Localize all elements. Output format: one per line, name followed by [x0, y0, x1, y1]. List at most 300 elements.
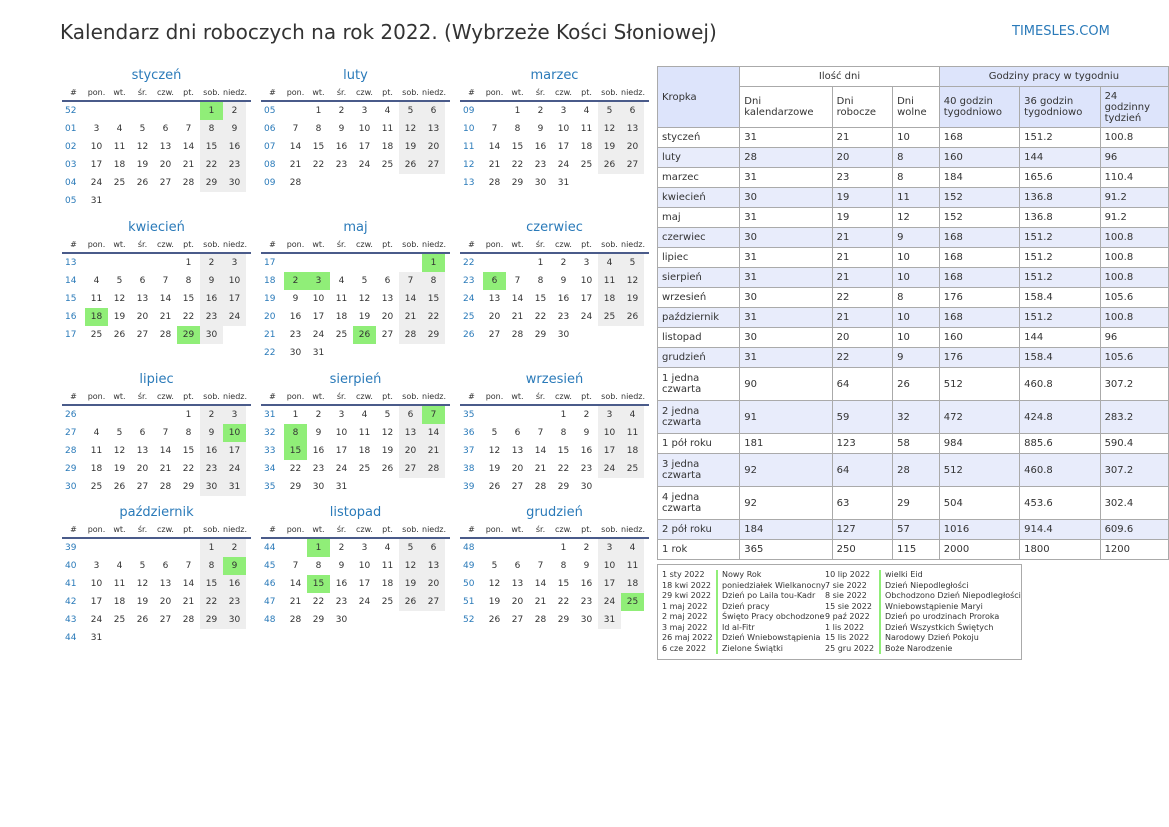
day-cell: 26 — [136, 615, 149, 625]
day-cell: 20 — [159, 597, 172, 607]
day-cell: 1 — [315, 106, 322, 116]
summary-value: 21 — [832, 308, 892, 328]
day-cell: 27 — [488, 330, 501, 340]
day-cell: 19 — [621, 290, 644, 308]
week-number: 47 — [264, 597, 276, 607]
day-cell: 26 — [488, 615, 501, 625]
summary-value: 31 — [740, 208, 832, 228]
day-cell: 20 — [399, 442, 422, 460]
summary-row — [658, 520, 1169, 540]
day-cell — [154, 406, 177, 424]
day-cell: 18 — [85, 308, 108, 326]
day-cell: 1 — [537, 258, 544, 268]
week-number: 30 — [65, 482, 77, 492]
days-group-header: Ilość dni — [740, 67, 939, 87]
weekday-label: # — [468, 88, 475, 97]
day-cell: 5 — [621, 254, 644, 272]
summary-value: 181 — [740, 434, 832, 454]
day-cell: 10 — [580, 276, 593, 286]
month-title: styczeń — [131, 68, 182, 83]
day-cell — [177, 102, 200, 120]
day-cell: 9 — [200, 272, 223, 290]
day-cell: 1 — [560, 543, 567, 553]
weekday-label: pt. — [183, 88, 194, 97]
weekday-label: # — [269, 392, 276, 401]
day-cell: 4 — [621, 406, 644, 424]
day-cell: 20 — [422, 575, 445, 593]
weekday-label: śr. — [137, 525, 148, 534]
day-cell: 23 — [534, 160, 547, 170]
day-cell: 15 — [307, 575, 330, 593]
week-number: 42 — [65, 597, 77, 607]
day-cell: 5 — [399, 102, 422, 120]
summary-value: 504 — [939, 487, 1019, 520]
day-cell: 26 — [113, 330, 126, 340]
weekday-label: wt. — [511, 392, 524, 401]
summary-value: 365 — [740, 540, 832, 560]
day-cell — [85, 102, 108, 120]
week-row — [261, 272, 450, 290]
week-row — [460, 290, 649, 308]
day-cell — [200, 192, 223, 210]
weekday-label: pt. — [183, 240, 194, 249]
day-cell — [108, 629, 131, 647]
day-cell: 5 — [139, 561, 146, 571]
weekday-label: niedz. — [223, 88, 248, 97]
day-cell: 13 — [159, 142, 172, 152]
summary-value: 57 — [893, 520, 940, 540]
day-cell: 19 — [381, 446, 394, 456]
day-cell: 5 — [384, 410, 391, 420]
weekday-label: pt. — [581, 392, 592, 401]
summary-value: 22 — [832, 288, 892, 308]
day-cell: 6 — [621, 102, 644, 120]
day-cell: 21 — [159, 464, 172, 474]
day-cell: 17 — [90, 597, 103, 607]
weekday-label: # — [70, 240, 77, 249]
day-cell: 6 — [139, 276, 146, 286]
summary-row — [658, 540, 1169, 560]
day-cell: 11 — [358, 428, 371, 438]
day-cell: 9 — [583, 561, 590, 571]
month-row — [62, 503, 659, 647]
day-cell: 26 — [136, 178, 149, 188]
summary-row — [658, 348, 1169, 368]
week-row — [261, 344, 450, 362]
day-cell: 11 — [381, 561, 394, 571]
day-cell: 31 — [557, 178, 570, 188]
sub-header: Dni robocze — [832, 87, 892, 128]
summary-value: 20 — [832, 148, 892, 168]
summary-row — [658, 148, 1169, 168]
day-cell: 19 — [488, 464, 501, 474]
summary-row — [658, 188, 1169, 208]
summary-row — [658, 128, 1169, 148]
day-cell: 10 — [557, 124, 570, 134]
day-cell: 10 — [223, 424, 246, 442]
week-row — [460, 575, 649, 593]
day-cell: 12 — [381, 428, 394, 438]
day-cell: 21 — [289, 597, 302, 607]
day-cell: 21 — [488, 160, 501, 170]
day-cell: 29 — [200, 174, 223, 192]
weekday-label: wt. — [511, 240, 524, 249]
day-cell: 27 — [511, 482, 524, 492]
day-cell: 27 — [136, 330, 149, 340]
weekday-label: śr. — [336, 525, 347, 534]
day-cell: 22 — [534, 312, 547, 322]
day-cell: 3 — [598, 539, 621, 557]
summary-value: 10 — [893, 248, 940, 268]
day-cell: 12 — [113, 446, 126, 456]
holiday-name: Wniebowstąpienie Maryi — [879, 602, 983, 613]
weekday-header — [62, 523, 251, 539]
day-cell: 9 — [292, 294, 299, 304]
holiday-date: 25 gru 2022 — [825, 643, 875, 653]
weekday-header — [261, 390, 450, 406]
summary-row — [658, 454, 1169, 487]
weekday-label: wt. — [312, 240, 325, 249]
period-label: październik — [658, 308, 740, 328]
day-cell: 27 — [136, 482, 149, 492]
month-title: październik — [119, 505, 194, 520]
week-row — [261, 254, 450, 272]
day-cell: 19 — [113, 312, 126, 322]
week-number: 16 — [65, 312, 77, 322]
day-cell: 28 — [182, 615, 195, 625]
day-cell: 2 — [200, 406, 223, 424]
summary-value: 136.8 — [1020, 208, 1100, 228]
day-cell: 4 — [93, 276, 100, 286]
day-cell: 23 — [200, 308, 223, 326]
summary-value: 30 — [740, 228, 832, 248]
week-row — [460, 557, 649, 575]
week-row — [460, 308, 649, 326]
holiday-name: Dzień pracy — [716, 602, 770, 613]
week-row — [62, 138, 251, 156]
day-cell: 3 — [598, 406, 621, 424]
week-row — [460, 174, 649, 192]
day-cell — [131, 192, 154, 210]
day-cell — [399, 254, 422, 272]
day-cell: 4 — [583, 106, 590, 116]
summary-value: 91 — [740, 401, 832, 434]
weekday-label: pon. — [286, 240, 305, 249]
day-cell — [131, 102, 154, 120]
summary-value: 31 — [740, 308, 832, 328]
day-cell: 26 — [113, 482, 126, 492]
day-cell: 2 — [338, 106, 345, 116]
weekday-label: czw. — [555, 240, 572, 249]
sub-header: 40 godzin tygodniowo — [939, 87, 1019, 128]
day-cell — [177, 192, 200, 210]
month-0 — [62, 66, 261, 210]
day-cell: 30 — [312, 482, 325, 492]
summary-value: 123 — [832, 434, 892, 454]
weekday-label: sob. — [601, 525, 618, 534]
day-cell: 19 — [136, 160, 149, 170]
brand-link[interactable]: TIMESLES.COM — [1012, 24, 1110, 39]
week-number: 14 — [65, 276, 77, 286]
summary-row — [658, 168, 1169, 188]
month-title: kwiecień — [128, 220, 185, 235]
weekday-label: czw. — [157, 240, 174, 249]
weekday-label: śr. — [336, 392, 347, 401]
day-cell: 25 — [113, 615, 126, 625]
summary-value: 453.6 — [1020, 487, 1100, 520]
day-cell: 12 — [399, 120, 422, 138]
day-cell: 28 — [399, 326, 422, 344]
day-cell: 18 — [113, 597, 126, 607]
week-number: 28 — [65, 446, 77, 456]
day-cell: 7 — [537, 561, 544, 571]
weekday-label: czw. — [555, 392, 572, 401]
period-label: 2 jedna czwarta — [658, 401, 740, 434]
day-cell: 15 — [312, 142, 325, 152]
weekday-label: czw. — [356, 392, 373, 401]
day-cell — [376, 344, 399, 362]
week-number: 39 — [65, 543, 77, 553]
weekday-label: śr. — [336, 88, 347, 97]
weekday-label: pt. — [581, 88, 592, 97]
summary-value: 31 — [740, 168, 832, 188]
weekday-label: czw. — [157, 88, 174, 97]
weekday-label: sob. — [402, 88, 419, 97]
day-cell: 26 — [353, 326, 376, 344]
period-label: 1 pół roku — [658, 434, 740, 454]
summary-value: 151.2 — [1020, 308, 1100, 328]
weekday-label: pon. — [87, 525, 106, 534]
summary-value: 21 — [832, 268, 892, 288]
holidays-column-right — [825, 570, 1021, 654]
day-cell — [223, 629, 246, 647]
day-cell: 24 — [223, 460, 246, 478]
week-row — [62, 308, 251, 326]
day-cell: 27 — [511, 615, 524, 625]
day-cell — [353, 478, 376, 496]
hours-group-header: Godziny pracy w tygodniu — [939, 67, 1168, 87]
day-cell: 5 — [598, 102, 621, 120]
day-cell — [483, 254, 506, 272]
holiday-name: wielki Eid — [879, 570, 923, 581]
summary-value: 31 — [740, 128, 832, 148]
summary-row — [658, 288, 1169, 308]
summary-value: 184 — [740, 520, 832, 540]
day-cell — [154, 539, 177, 557]
day-cell: 3 — [93, 561, 100, 571]
weekday-label: pt. — [382, 88, 393, 97]
summary-value: 158.4 — [1020, 348, 1100, 368]
day-cell: 1 — [292, 410, 299, 420]
summary-value: 30 — [740, 288, 832, 308]
holiday-name: Dzień Niepodległości — [879, 581, 968, 592]
weekday-label: wt. — [312, 392, 325, 401]
holiday-entry — [662, 644, 826, 655]
summary-header-row — [658, 67, 1169, 87]
day-cell: 26 — [381, 464, 394, 474]
holiday-date: 1 maj 2022 — [662, 601, 708, 611]
summary-value: 176 — [939, 288, 1019, 308]
day-cell — [422, 478, 445, 496]
week-number: 31 — [264, 410, 276, 420]
day-cell: 2 — [537, 106, 544, 116]
period-label: 3 jedna czwarta — [658, 454, 740, 487]
week-row — [62, 611, 251, 629]
weekday-label: sob. — [402, 240, 419, 249]
summary-value: 283.2 — [1100, 401, 1168, 434]
week-number: 26 — [463, 330, 475, 340]
day-cell: 3 — [583, 258, 590, 268]
week-row — [62, 192, 251, 210]
day-cell: 23 — [580, 597, 593, 607]
week-row — [460, 460, 649, 478]
weekday-label: niedz. — [422, 525, 447, 534]
day-cell: 4 — [384, 543, 391, 553]
summary-value: 21 — [832, 228, 892, 248]
day-cell: 6 — [514, 428, 521, 438]
day-cell: 10 — [223, 272, 246, 290]
day-cell: 26 — [621, 308, 644, 326]
summary-value: 10 — [893, 268, 940, 288]
day-cell: 15 — [182, 446, 195, 456]
weekday-label: wt. — [511, 88, 524, 97]
summary-value: 30 — [740, 188, 832, 208]
week-row — [460, 272, 649, 290]
day-cell: 7 — [162, 276, 169, 286]
day-cell: 31 — [90, 196, 103, 206]
month-title: marzec — [530, 68, 579, 83]
summary-value: 92 — [740, 454, 832, 487]
day-cell: 5 — [361, 276, 368, 286]
summary-value: 152 — [939, 208, 1019, 228]
holiday-entry — [662, 570, 826, 581]
day-cell: 1 — [307, 539, 330, 557]
day-cell: 16 — [200, 442, 223, 460]
summary-value: 30 — [740, 328, 832, 348]
day-cell: 21 — [182, 597, 195, 607]
week-number: 07 — [264, 142, 276, 152]
day-cell: 2 — [583, 410, 590, 420]
week-number: 34 — [264, 464, 276, 474]
day-cell: 20 — [159, 160, 172, 170]
day-cell: 1 — [185, 410, 192, 420]
day-cell: 23 — [223, 593, 246, 611]
day-cell — [131, 629, 154, 647]
day-cell: 12 — [488, 579, 501, 589]
summary-row — [658, 401, 1169, 434]
week-number: 33 — [264, 446, 276, 456]
weekday-label: sob. — [601, 240, 618, 249]
week-row — [62, 593, 251, 611]
summary-value: 914.4 — [1020, 520, 1100, 540]
day-cell: 22 — [557, 597, 570, 607]
summary-value: 21 — [832, 248, 892, 268]
day-cell: 8 — [185, 276, 192, 286]
day-cell: 12 — [358, 294, 371, 304]
summary-value: 64 — [832, 368, 892, 401]
week-number: 22 — [463, 258, 475, 268]
day-cell: 6 — [514, 561, 521, 571]
holiday-date: 10 lip 2022 — [825, 570, 871, 579]
day-cell: 4 — [116, 561, 123, 571]
day-cell: 28 — [159, 330, 172, 340]
day-cell: 22 — [511, 160, 524, 170]
holiday-date: 18 kwi 2022 — [662, 580, 712, 590]
week-row — [460, 406, 649, 424]
summary-value: 152 — [939, 188, 1019, 208]
day-cell: 6 — [162, 561, 169, 571]
holiday-name: Dzień Wniebowstąpienia — [716, 633, 820, 644]
day-cell: 6 — [422, 539, 445, 557]
day-cell: 28 — [534, 482, 547, 492]
day-cell: 4 — [361, 410, 368, 420]
day-cell: 27 — [399, 460, 422, 478]
day-cell: 4 — [116, 124, 123, 134]
week-row — [62, 174, 251, 192]
day-cell: 8 — [200, 120, 223, 138]
week-number: 23 — [463, 276, 475, 286]
day-cell: 14 — [534, 579, 547, 589]
day-cell: 3 — [223, 254, 246, 272]
week-number: 11 — [463, 142, 475, 152]
day-cell: 13 — [511, 579, 524, 589]
day-cell: 5 — [491, 428, 498, 438]
weekday-label: niedz. — [422, 240, 447, 249]
weekday-label: sob. — [402, 525, 419, 534]
summary-value: 91.2 — [1100, 188, 1168, 208]
day-cell: 11 — [113, 142, 126, 152]
day-cell: 17 — [557, 142, 570, 152]
day-cell: 8 — [200, 557, 223, 575]
holiday-entry — [825, 581, 1021, 592]
summary-value: 590.4 — [1100, 434, 1168, 454]
week-row — [460, 442, 649, 460]
day-cell: 10 — [90, 142, 103, 152]
week-number: 51 — [463, 597, 475, 607]
week-number: 27 — [65, 428, 77, 438]
week-number: 20 — [264, 312, 276, 322]
day-cell: 7 — [491, 124, 498, 134]
day-cell: 31 — [90, 633, 103, 643]
day-cell — [284, 254, 307, 272]
day-cell: 6 — [422, 102, 445, 120]
day-cell — [399, 478, 422, 496]
week-row — [62, 406, 251, 424]
day-cell: 11 — [381, 124, 394, 134]
week-row — [62, 539, 251, 557]
day-cell: 17 — [580, 294, 593, 304]
weekday-label: # — [269, 240, 276, 249]
week-number: 04 — [65, 178, 77, 188]
sub-header: Dni kalendarzowe — [740, 87, 832, 128]
holiday-date: 29 kwi 2022 — [662, 591, 712, 600]
week-row — [62, 120, 251, 138]
day-cell: 19 — [399, 575, 422, 593]
day-cell: 24 — [580, 312, 593, 322]
week-number: 32 — [264, 428, 276, 438]
week-number: 10 — [463, 124, 475, 134]
day-cell: 10 — [358, 561, 371, 571]
day-cell — [353, 344, 376, 362]
day-cell: 1 — [200, 539, 223, 557]
day-cell — [353, 611, 376, 629]
week-row — [62, 629, 251, 647]
week-row — [261, 156, 450, 174]
month-8 — [460, 370, 659, 496]
week-number: 05 — [65, 196, 77, 206]
weekday-label: śr. — [535, 392, 546, 401]
day-cell — [575, 326, 598, 344]
